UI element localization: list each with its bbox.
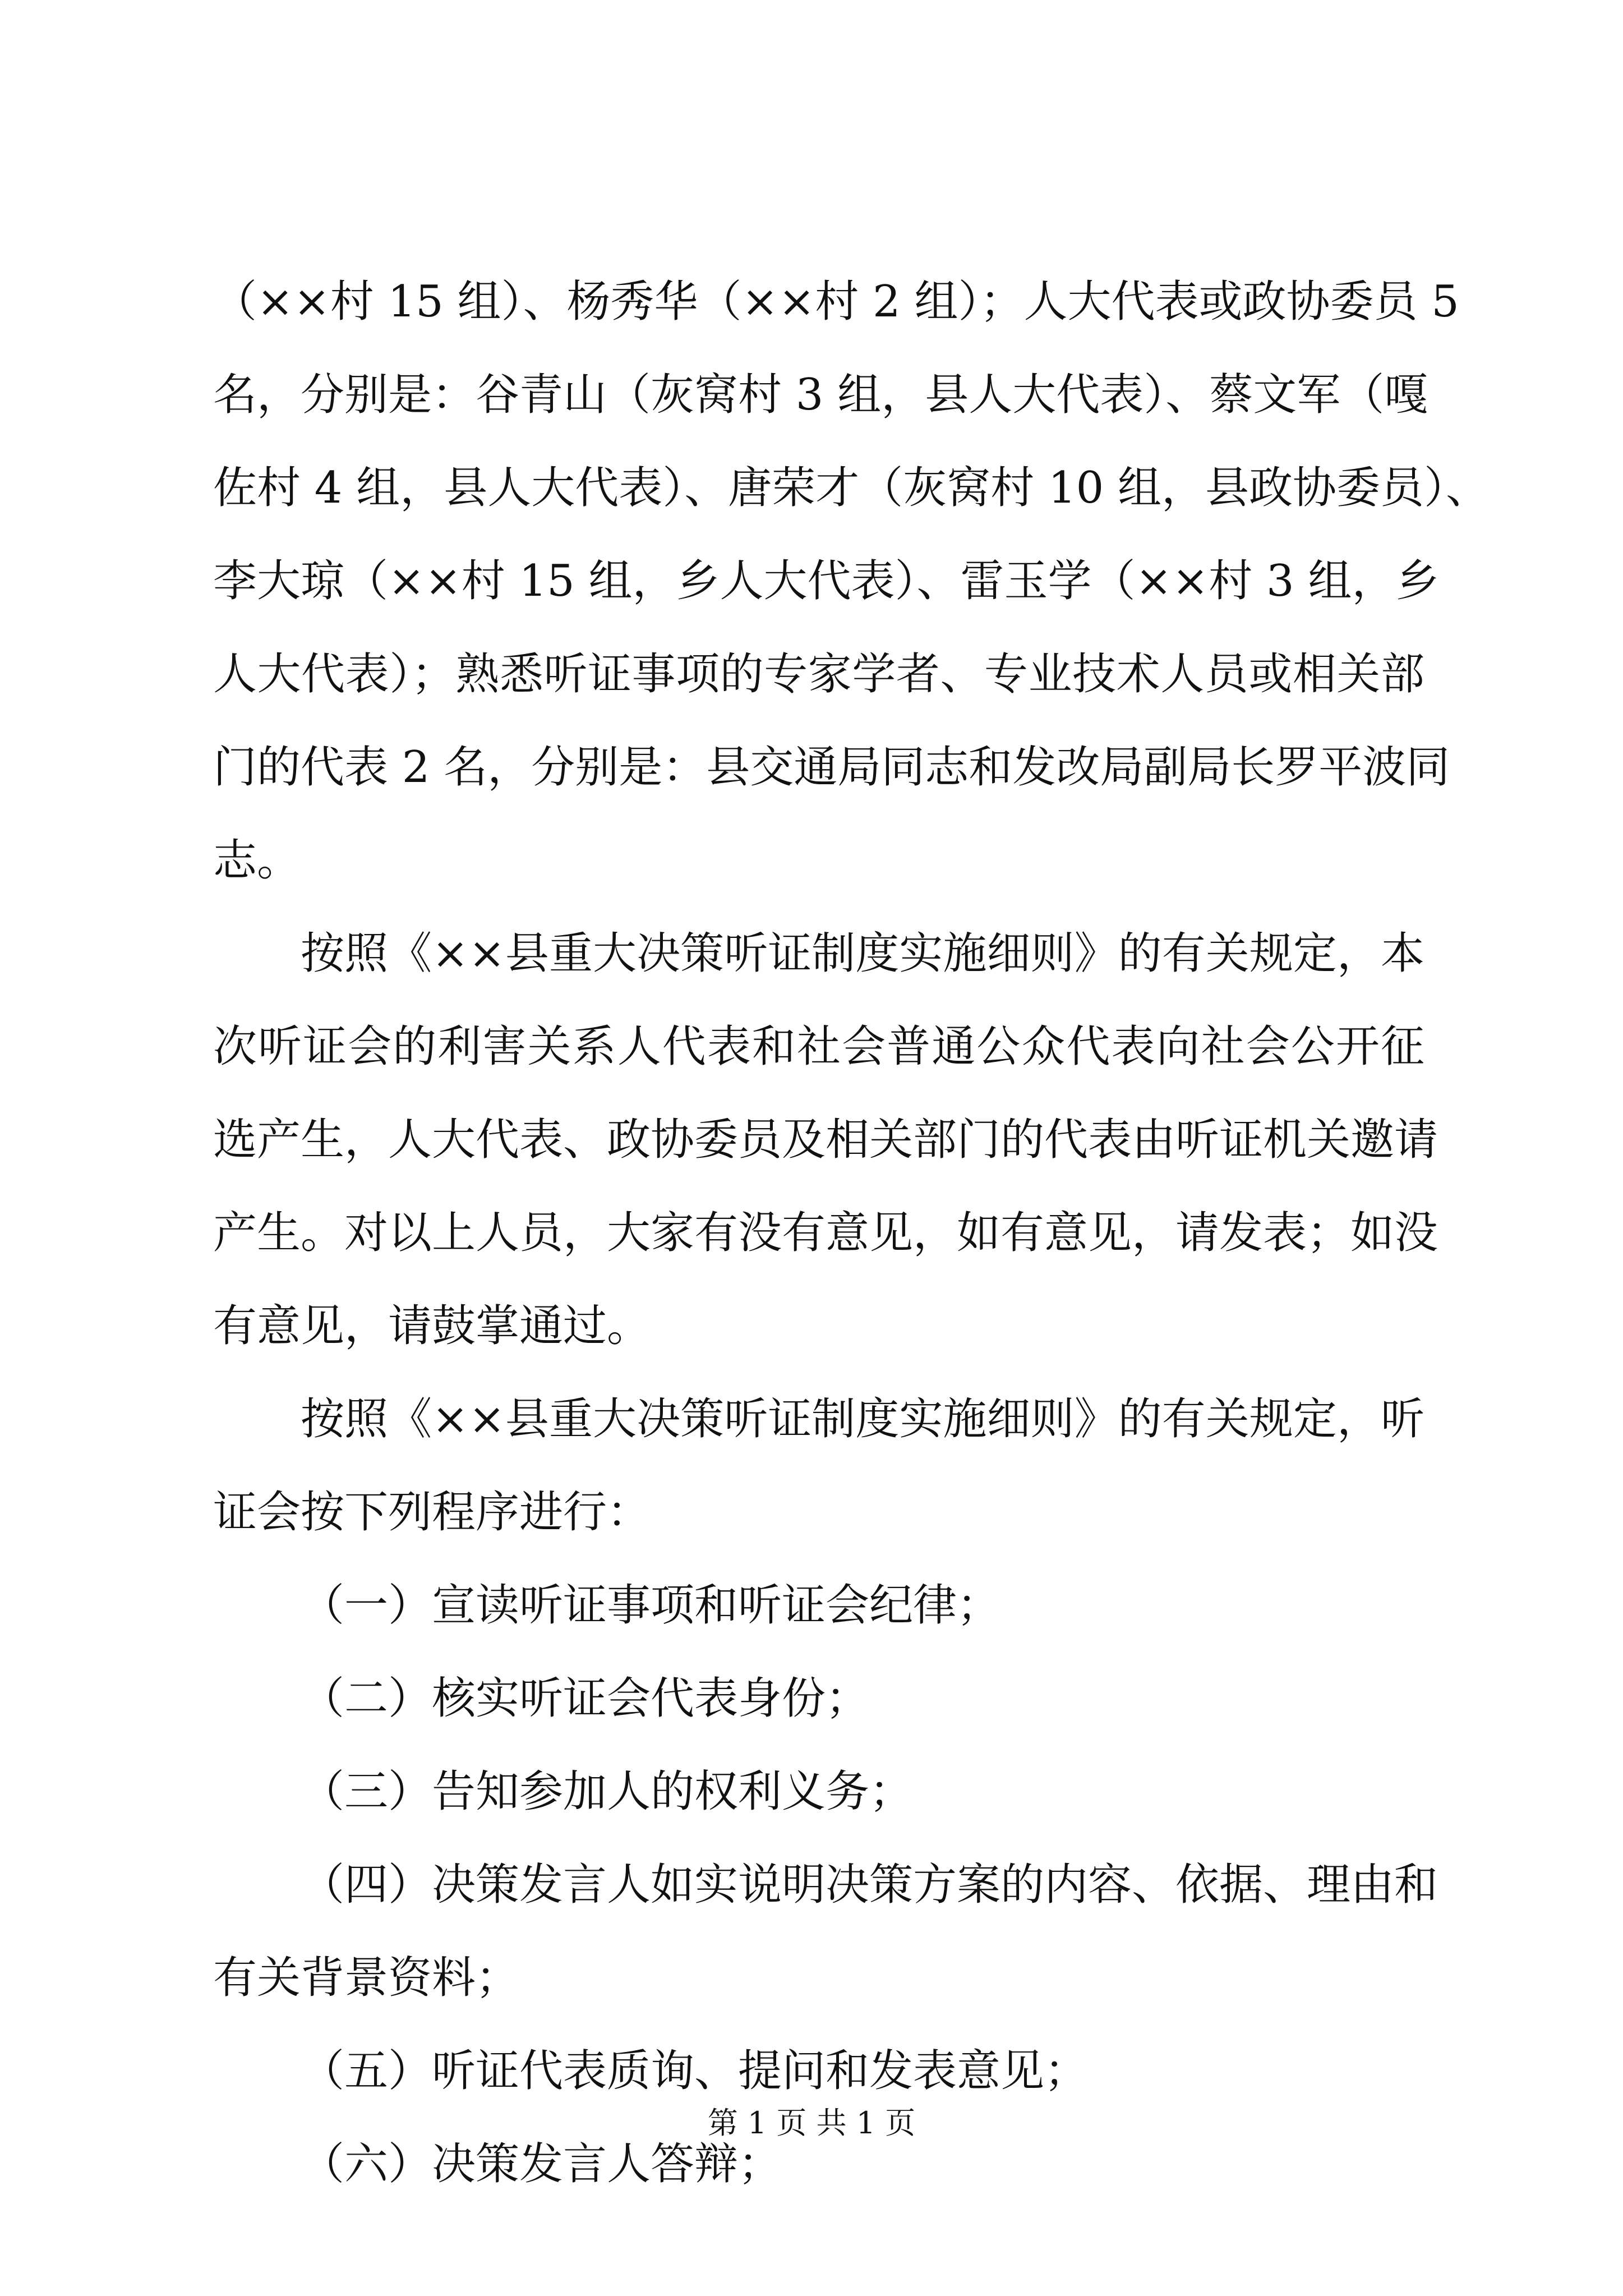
procedure-item: （一）宣读听证事项和听证会纪律； (301, 1580, 1001, 1631)
body-line: 证会按下列程序进行： (213, 1487, 651, 1538)
page-number-footer: 第 1 页 共 1 页 (707, 2105, 916, 2141)
procedure-item: （三）告知参加人的权利义务； (301, 1766, 914, 1817)
body-line: 有意见，请鼓掌通过。 (213, 1301, 651, 1351)
procedure-item-continuation: 有关背景资料； (213, 1953, 520, 2003)
body-line: 佐村 4 组，县人大代表）、唐荣才（灰窝村 10 组，县政协委员）、 (213, 463, 1490, 513)
body-line: 按照《××县重大决策听证制度实施细则》的有关规定，本 (301, 928, 1424, 979)
body-line: 名，分别是：谷青山（灰窝村 3 组，县人大代表）、蔡文军（嘎 (213, 370, 1428, 420)
document-body (213, 277, 1490, 2235)
body-line: 门的代表 2 名，分别是：县交通局同志和发改局副局长罗平波同 (213, 742, 1450, 793)
body-line: 李大琼（××村 15 组，乡人大代表）、雷玉学（××村 3 组，乡 (213, 556, 1440, 606)
body-line: 产生。对以上人员，大家有没有意见，如有意见，请发表；如没 (213, 1208, 1438, 1258)
body-line: 选产生，人大代表、政协委员及相关部门的代表由听证机关邀请 (213, 1115, 1438, 1165)
body-line: 人大代表）；熟悉听证事项的专家学者、专业技术人员或相关部 (213, 649, 1424, 700)
body-line: 志。 (213, 835, 301, 886)
body-line: （××村 15 组）、杨秀华（××村 2 组）；人大代表或政协委员 5 (213, 277, 1459, 327)
body-line: 次听证会的利害关系人代表和社会普通公众代表向社会公开征 (213, 1022, 1424, 1072)
body-line: 按照《××县重大决策听证制度实施细则》的有关规定，听 (301, 1394, 1424, 1444)
procedure-item: （二）核实听证会代表身份； (301, 1673, 870, 1724)
procedure-item: （四）决策发言人如实说明决策方案的内容、依据、理由和 (301, 1860, 1438, 1910)
procedure-item: （五）听证代表质询、提问和发表意见； (301, 2046, 1089, 2096)
procedure-item: （六）决策发言人答辩； (301, 2139, 782, 2189)
